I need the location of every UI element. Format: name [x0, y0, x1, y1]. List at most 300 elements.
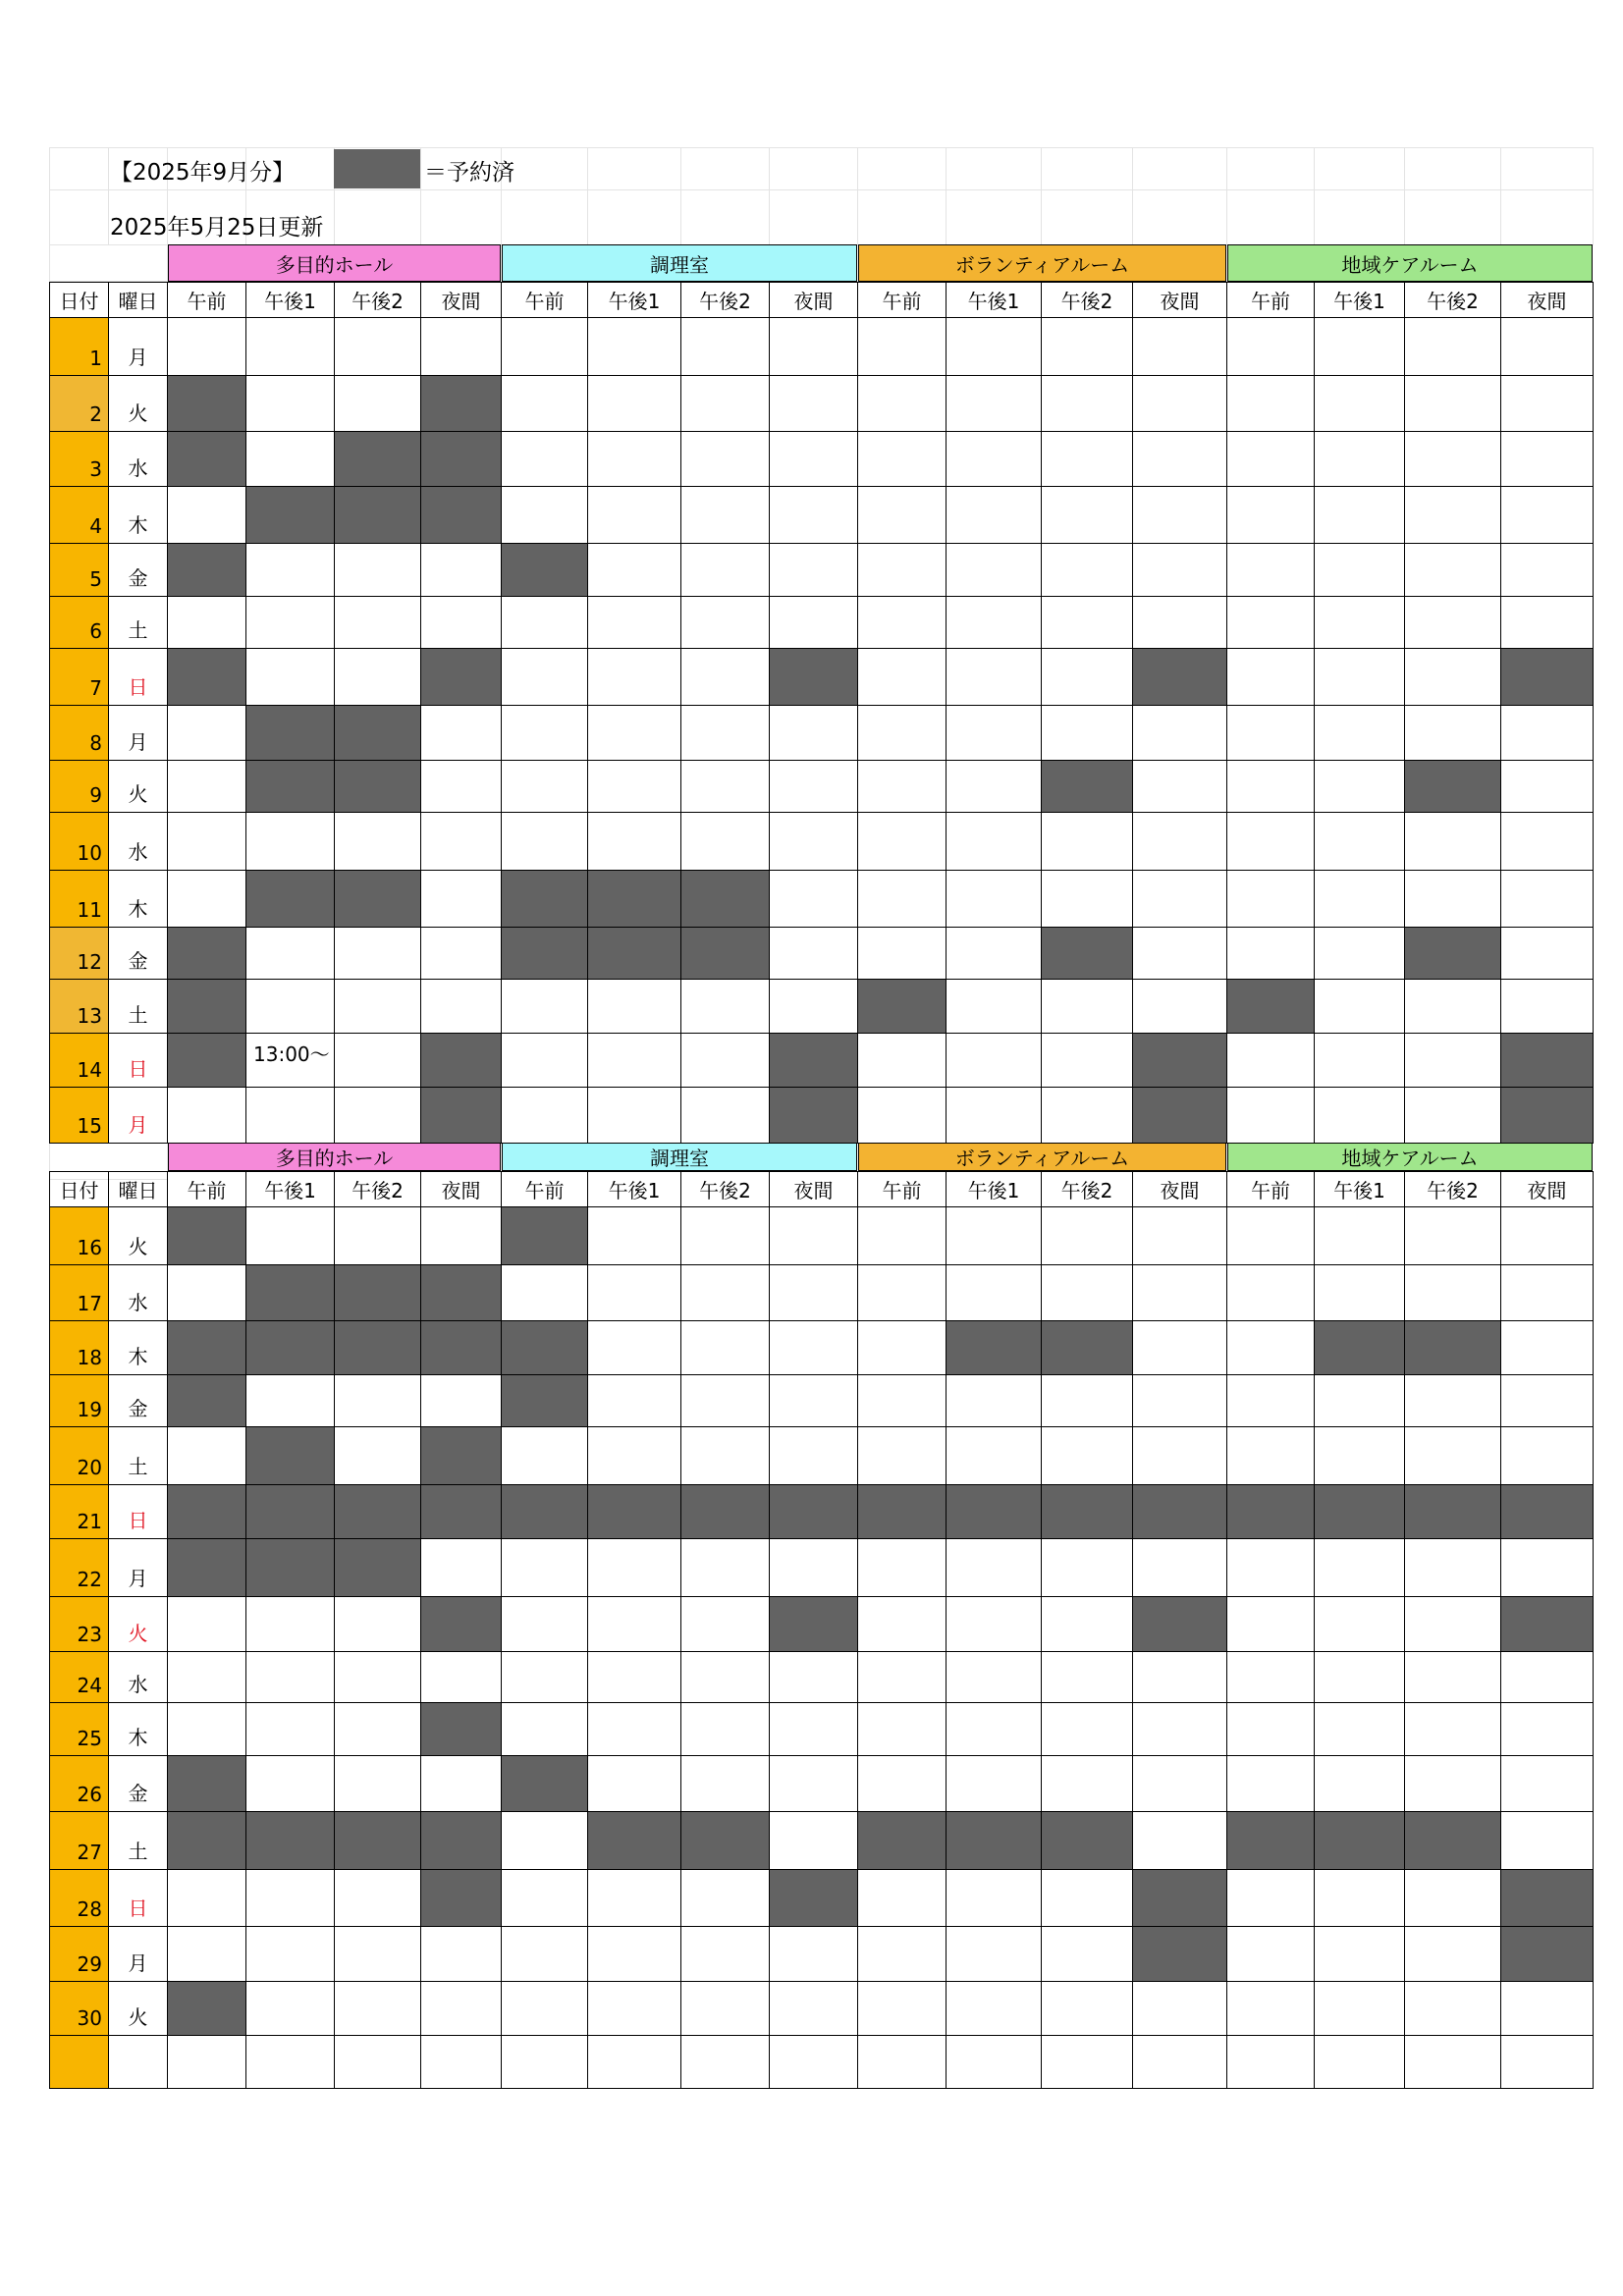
available-slot[interactable] — [1226, 705, 1315, 761]
available-slot[interactable] — [1226, 1426, 1315, 1485]
available-slot[interactable] — [245, 979, 335, 1034]
available-slot[interactable] — [769, 596, 858, 649]
available-slot[interactable] — [1226, 375, 1315, 432]
booked-slot[interactable] — [167, 1755, 246, 1812]
available-slot[interactable] — [1226, 1374, 1315, 1427]
available-slot[interactable] — [1041, 1651, 1133, 1703]
available-slot[interactable] — [501, 375, 588, 432]
booked-slot[interactable] — [420, 1320, 502, 1375]
available-slot[interactable] — [334, 979, 421, 1034]
available-slot[interactable] — [1314, 812, 1405, 871]
available-slot[interactable] — [420, 870, 502, 928]
available-slot[interactable] — [1226, 1264, 1315, 1321]
booked-slot[interactable] — [769, 1033, 858, 1088]
available-slot[interactable] — [587, 1206, 681, 1265]
available-slot[interactable] — [680, 760, 770, 813]
available-slot[interactable] — [946, 760, 1042, 813]
available-slot[interactable] — [769, 486, 858, 544]
available-slot[interactable] — [1041, 1087, 1133, 1144]
available-slot[interactable] — [587, 1538, 681, 1597]
available-slot[interactable] — [1041, 317, 1133, 376]
available-slot[interactable] — [680, 1538, 770, 1597]
booked-slot[interactable] — [420, 375, 502, 432]
available-slot[interactable] — [946, 1206, 1042, 1265]
available-slot[interactable] — [680, 1981, 770, 2036]
available-slot[interactable] — [769, 1981, 858, 2036]
available-slot[interactable] — [334, 812, 421, 871]
available-slot[interactable] — [1132, 1374, 1227, 1427]
available-slot[interactable] — [946, 317, 1042, 376]
available-slot[interactable] — [1041, 1426, 1133, 1485]
available-slot[interactable] — [857, 1374, 947, 1427]
booked-slot[interactable] — [1132, 1926, 1227, 1982]
available-slot[interactable] — [501, 317, 588, 376]
available-slot[interactable] — [245, 1926, 335, 1982]
available-slot[interactable] — [1132, 543, 1227, 597]
available-slot[interactable] — [1500, 1320, 1594, 1375]
available-slot[interactable] — [1314, 648, 1405, 706]
booked-slot[interactable] — [1041, 927, 1133, 980]
available-slot[interactable] — [946, 1087, 1042, 1144]
available-slot[interactable] — [1132, 1206, 1227, 1265]
available-slot[interactable] — [1041, 375, 1133, 432]
booked-slot[interactable] — [334, 1320, 421, 1375]
booked-slot[interactable] — [167, 1484, 246, 1539]
available-slot[interactable] — [1041, 1981, 1133, 2036]
available-slot[interactable] — [1132, 596, 1227, 649]
booked-slot[interactable] — [857, 1484, 947, 1539]
booked-slot[interactable] — [245, 1320, 335, 1375]
available-slot[interactable] — [1500, 1702, 1594, 1756]
available-slot[interactable] — [946, 1538, 1042, 1597]
available-slot[interactable] — [1226, 2035, 1315, 2089]
available-slot[interactable] — [167, 1926, 246, 1982]
available-slot[interactable] — [680, 1374, 770, 1427]
available-slot[interactable] — [857, 1596, 947, 1652]
available-slot[interactable] — [1041, 596, 1133, 649]
available-slot[interactable] — [946, 1869, 1042, 1927]
available-slot[interactable] — [245, 1702, 335, 1756]
available-slot[interactable] — [1500, 1206, 1594, 1265]
booked-slot[interactable] — [167, 543, 246, 597]
available-slot[interactable] — [420, 979, 502, 1034]
available-slot[interactable] — [587, 1596, 681, 1652]
available-slot[interactable] — [769, 1426, 858, 1485]
available-slot[interactable] — [587, 1981, 681, 2036]
available-slot[interactable] — [1404, 705, 1501, 761]
available-slot[interactable] — [1041, 1264, 1133, 1321]
available-slot[interactable] — [1500, 979, 1594, 1034]
booked-slot[interactable] — [1132, 1869, 1227, 1927]
available-slot[interactable] — [946, 543, 1042, 597]
available-slot[interactable] — [501, 1981, 588, 2036]
available-slot[interactable] — [1226, 1926, 1315, 1982]
available-slot[interactable] — [946, 431, 1042, 487]
available-slot[interactable] — [1041, 1033, 1133, 1088]
booked-slot[interactable] — [501, 1206, 588, 1265]
booked-slot[interactable] — [769, 1484, 858, 1539]
booked-slot[interactable] — [680, 870, 770, 928]
booked-slot[interactable] — [501, 543, 588, 597]
available-slot[interactable] — [680, 1264, 770, 1321]
booked-slot[interactable] — [420, 1484, 502, 1539]
available-slot[interactable] — [1132, 705, 1227, 761]
available-slot[interactable] — [1404, 543, 1501, 597]
available-slot[interactable] — [680, 596, 770, 649]
available-slot[interactable] — [857, 870, 947, 928]
booked-slot[interactable] — [857, 979, 947, 1034]
booked-slot[interactable] — [167, 648, 246, 706]
available-slot[interactable] — [1041, 1702, 1133, 1756]
available-slot[interactable] — [587, 812, 681, 871]
available-slot[interactable] — [1404, 1264, 1501, 1321]
available-slot[interactable] — [1314, 431, 1405, 487]
booked-slot[interactable] — [1226, 1811, 1315, 1870]
available-slot[interactable] — [420, 596, 502, 649]
booked-slot[interactable] — [334, 1811, 421, 1870]
available-slot[interactable] — [245, 812, 335, 871]
booked-slot[interactable] — [245, 1264, 335, 1321]
available-slot[interactable] — [334, 1426, 421, 1485]
available-slot[interactable] — [334, 1651, 421, 1703]
booked-slot[interactable] — [946, 1320, 1042, 1375]
available-slot[interactable] — [420, 1651, 502, 1703]
available-slot[interactable] — [334, 2035, 421, 2089]
available-slot[interactable] — [769, 2035, 858, 2089]
booked-slot[interactable] — [769, 1087, 858, 1144]
available-slot[interactable] — [1226, 1702, 1315, 1756]
available-slot[interactable] — [1404, 1596, 1501, 1652]
available-slot[interactable] — [857, 1264, 947, 1321]
available-slot[interactable] — [587, 317, 681, 376]
booked-slot[interactable] — [167, 1374, 246, 1427]
available-slot[interactable] — [1132, 1811, 1227, 1870]
booked-slot[interactable] — [680, 927, 770, 980]
available-slot[interactable] — [680, 1702, 770, 1756]
available-slot[interactable] — [334, 648, 421, 706]
available-slot[interactable] — [857, 1981, 947, 2036]
available-slot[interactable] — [946, 1702, 1042, 1756]
available-slot[interactable] — [420, 1206, 502, 1265]
booked-slot[interactable] — [167, 1981, 246, 2036]
available-slot[interactable] — [501, 1538, 588, 1597]
available-slot[interactable] — [857, 1426, 947, 1485]
booked-slot[interactable] — [1404, 760, 1501, 813]
available-slot[interactable] — [587, 1926, 681, 1982]
available-slot[interactable] — [1404, 1374, 1501, 1427]
booked-slot[interactable] — [587, 870, 681, 928]
available-slot[interactable] — [1314, 1087, 1405, 1144]
available-slot[interactable] — [501, 705, 588, 761]
available-slot[interactable] — [946, 1264, 1042, 1321]
available-slot[interactable] — [857, 1320, 947, 1375]
available-slot[interactable] — [680, 1033, 770, 1088]
available-slot[interactable] — [680, 1087, 770, 1144]
available-slot[interactable] — [680, 979, 770, 1034]
available-slot[interactable] — [946, 870, 1042, 928]
available-slot[interactable] — [1404, 1033, 1501, 1088]
available-slot[interactable] — [245, 1374, 335, 1427]
booked-slot[interactable] — [420, 431, 502, 487]
available-slot[interactable] — [1041, 705, 1133, 761]
available-slot[interactable] — [167, 596, 246, 649]
available-slot[interactable] — [1314, 927, 1405, 980]
available-slot[interactable] — [587, 1087, 681, 1144]
available-slot[interactable] — [946, 812, 1042, 871]
available-slot[interactable] — [501, 1087, 588, 1144]
booked-slot[interactable] — [334, 486, 421, 544]
available-slot[interactable] — [1314, 486, 1405, 544]
available-slot[interactable] — [1500, 1755, 1594, 1812]
available-slot[interactable] — [769, 1811, 858, 1870]
available-slot[interactable] — [334, 317, 421, 376]
available-slot[interactable] — [1404, 1426, 1501, 1485]
available-slot[interactable] — [769, 1206, 858, 1265]
booked-slot[interactable] — [769, 1596, 858, 1652]
available-slot[interactable] — [501, 1651, 588, 1703]
available-slot[interactable] — [1041, 979, 1133, 1034]
available-slot[interactable] — [167, 1264, 246, 1321]
booked-slot[interactable] — [946, 1484, 1042, 1539]
available-slot[interactable] — [769, 375, 858, 432]
booked-slot[interactable] — [1314, 1811, 1405, 1870]
available-slot[interactable] — [946, 927, 1042, 980]
available-slot[interactable] — [167, 812, 246, 871]
available-slot[interactable] — [1314, 1426, 1405, 1485]
available-slot[interactable] — [420, 1981, 502, 2036]
booked-slot[interactable] — [501, 1374, 588, 1427]
available-slot[interactable] — [1041, 543, 1133, 597]
available-slot[interactable] — [769, 1538, 858, 1597]
available-slot[interactable] — [1226, 543, 1315, 597]
available-slot[interactable] — [1226, 431, 1315, 487]
booked-slot[interactable] — [1132, 1033, 1227, 1088]
available-slot[interactable] — [857, 1869, 947, 1927]
available-slot[interactable] — [1500, 317, 1594, 376]
available-slot[interactable] — [680, 2035, 770, 2089]
available-slot[interactable] — [1404, 1869, 1501, 1927]
booked-slot[interactable] — [1500, 1087, 1594, 1144]
available-slot[interactable] — [501, 1811, 588, 1870]
available-slot[interactable] — [1132, 2035, 1227, 2089]
available-slot[interactable] — [1226, 596, 1315, 649]
booked-slot[interactable] — [1041, 760, 1133, 813]
booked-slot[interactable] — [334, 1264, 421, 1321]
available-slot[interactable] — [587, 1033, 681, 1088]
available-slot[interactable] — [1226, 648, 1315, 706]
available-slot[interactable] — [769, 705, 858, 761]
available-slot[interactable] — [1500, 1651, 1594, 1703]
available-slot[interactable] — [680, 812, 770, 871]
booked-slot[interactable] — [334, 1484, 421, 1539]
available-slot[interactable] — [501, 1033, 588, 1088]
available-slot[interactable] — [420, 317, 502, 376]
available-slot[interactable] — [857, 760, 947, 813]
booked-slot[interactable] — [501, 870, 588, 928]
booked-slot[interactable] — [1132, 1484, 1227, 1539]
available-slot[interactable] — [501, 1869, 588, 1927]
available-slot[interactable] — [769, 870, 858, 928]
available-slot[interactable] — [1132, 870, 1227, 928]
available-slot[interactable] — [946, 375, 1042, 432]
available-slot[interactable] — [1314, 375, 1405, 432]
available-slot[interactable] — [1226, 760, 1315, 813]
available-slot[interactable] — [334, 1755, 421, 1812]
available-slot[interactable] — [1404, 1755, 1501, 1812]
available-slot[interactable] — [946, 979, 1042, 1034]
available-slot[interactable] — [1314, 705, 1405, 761]
available-slot[interactable] — [1132, 486, 1227, 544]
available-slot[interactable] — [1226, 1320, 1315, 1375]
available-slot[interactable] — [680, 375, 770, 432]
available-slot[interactable] — [420, 705, 502, 761]
available-slot[interactable] — [769, 1264, 858, 1321]
available-slot[interactable] — [680, 1596, 770, 1652]
available-slot[interactable] — [1500, 375, 1594, 432]
available-slot[interactable] — [587, 1702, 681, 1756]
available-slot[interactable] — [1041, 2035, 1133, 2089]
available-slot[interactable] — [587, 375, 681, 432]
booked-slot[interactable] — [1226, 1484, 1315, 1539]
available-slot[interactable] — [501, 1702, 588, 1756]
available-slot[interactable] — [946, 1596, 1042, 1652]
available-slot[interactable] — [1226, 1981, 1315, 2036]
available-slot[interactable] — [245, 927, 335, 980]
available-slot[interactable] — [1404, 1702, 1501, 1756]
booked-slot[interactable] — [167, 927, 246, 980]
available-slot[interactable] — [587, 596, 681, 649]
available-slot[interactable] — [1132, 979, 1227, 1034]
available-slot[interactable] — [420, 1755, 502, 1812]
available-slot[interactable] — [1314, 760, 1405, 813]
available-slot[interactable] — [1226, 1869, 1315, 1927]
available-slot[interactable] — [1314, 1926, 1405, 1982]
available-slot[interactable] — [587, 1869, 681, 1927]
available-slot[interactable] — [1404, 1538, 1501, 1597]
available-slot[interactable] — [1226, 317, 1315, 376]
available-slot[interactable] — [501, 812, 588, 871]
booked-slot[interactable] — [501, 927, 588, 980]
booked-slot[interactable] — [245, 1538, 335, 1597]
available-slot[interactable] — [769, 543, 858, 597]
available-slot[interactable] — [167, 1651, 246, 1703]
booked-slot[interactable] — [167, 1320, 246, 1375]
booked-slot[interactable] — [245, 870, 335, 928]
available-slot[interactable] — [587, 1320, 681, 1375]
booked-slot[interactable] — [1500, 1484, 1594, 1539]
available-slot[interactable] — [1132, 1426, 1227, 1485]
available-slot[interactable] — [857, 375, 947, 432]
available-slot[interactable] — [946, 1374, 1042, 1427]
booked-slot[interactable] — [420, 1702, 502, 1756]
available-slot[interactable] — [857, 486, 947, 544]
available-slot[interactable] — [1314, 1869, 1405, 1927]
booked-slot[interactable] — [1132, 648, 1227, 706]
available-slot[interactable] — [1404, 648, 1501, 706]
available-slot[interactable] — [680, 1869, 770, 1927]
available-slot[interactable] — [245, 1981, 335, 2036]
available-slot[interactable] — [1226, 1033, 1315, 1088]
available-slot[interactable] — [587, 1426, 681, 1485]
available-slot[interactable] — [167, 317, 246, 376]
booked-slot[interactable] — [769, 648, 858, 706]
available-slot[interactable] — [1132, 812, 1227, 871]
available-slot[interactable] — [857, 1033, 947, 1088]
available-slot[interactable] — [1226, 1087, 1315, 1144]
booked-slot[interactable] — [1314, 1320, 1405, 1375]
available-slot[interactable] — [680, 705, 770, 761]
available-slot[interactable] — [1226, 927, 1315, 980]
available-slot[interactable] — [1500, 1538, 1594, 1597]
booked-slot[interactable] — [1500, 648, 1594, 706]
available-slot[interactable] — [501, 2035, 588, 2089]
booked-slot[interactable] — [680, 1484, 770, 1539]
booked-slot[interactable] — [245, 1811, 335, 1870]
available-slot[interactable] — [167, 760, 246, 813]
booked-slot[interactable] — [334, 1538, 421, 1597]
booked-slot[interactable] — [167, 1033, 246, 1088]
available-slot[interactable] — [501, 486, 588, 544]
available-slot[interactable] — [1226, 812, 1315, 871]
available-slot[interactable] — [245, 375, 335, 432]
available-slot[interactable] — [946, 1926, 1042, 1982]
available-slot[interactable] — [1404, 596, 1501, 649]
available-slot[interactable] — [1132, 1755, 1227, 1812]
available-slot[interactable] — [1314, 317, 1405, 376]
available-slot[interactable] — [680, 1651, 770, 1703]
available-slot[interactable] — [167, 705, 246, 761]
available-slot[interactable] — [769, 979, 858, 1034]
available-slot[interactable] — [946, 705, 1042, 761]
available-slot[interactable] — [245, 1596, 335, 1652]
available-slot[interactable] — [1500, 596, 1594, 649]
available-slot[interactable] — [1500, 705, 1594, 761]
available-slot[interactable] — [946, 1033, 1042, 1088]
booked-slot[interactable] — [167, 1538, 246, 1597]
available-slot[interactable] — [245, 317, 335, 376]
available-slot[interactable] — [587, 431, 681, 487]
available-slot[interactable] — [946, 596, 1042, 649]
available-slot[interactable] — [1041, 431, 1133, 487]
available-slot[interactable] — [1132, 1651, 1227, 1703]
available-slot[interactable] — [1132, 1702, 1227, 1756]
available-slot[interactable] — [769, 927, 858, 980]
available-slot[interactable] — [1500, 1374, 1594, 1427]
available-slot[interactable] — [334, 927, 421, 980]
available-slot[interactable] — [680, 1206, 770, 1265]
available-slot[interactable] — [501, 979, 588, 1034]
available-slot[interactable] — [334, 1033, 421, 1088]
available-slot[interactable] — [587, 760, 681, 813]
available-slot[interactable] — [1041, 1206, 1133, 1265]
available-slot[interactable] — [1314, 596, 1405, 649]
available-slot[interactable] — [245, 2035, 335, 2089]
booked-slot[interactable] — [167, 1811, 246, 1870]
available-slot[interactable] — [1314, 1264, 1405, 1321]
available-slot[interactable] — [1041, 1926, 1133, 1982]
available-slot[interactable] — [1314, 1206, 1405, 1265]
booked-slot[interactable] — [587, 927, 681, 980]
booked-slot[interactable] — [1404, 1811, 1501, 1870]
booked-slot[interactable] — [1500, 1596, 1594, 1652]
available-slot[interactable] — [167, 1087, 246, 1144]
available-slot[interactable] — [587, 1374, 681, 1427]
available-slot[interactable] — [420, 760, 502, 813]
booked-slot[interactable] — [167, 375, 246, 432]
available-slot[interactable] — [1041, 486, 1133, 544]
available-slot[interactable] — [1500, 760, 1594, 813]
available-slot[interactable] — [587, 648, 681, 706]
